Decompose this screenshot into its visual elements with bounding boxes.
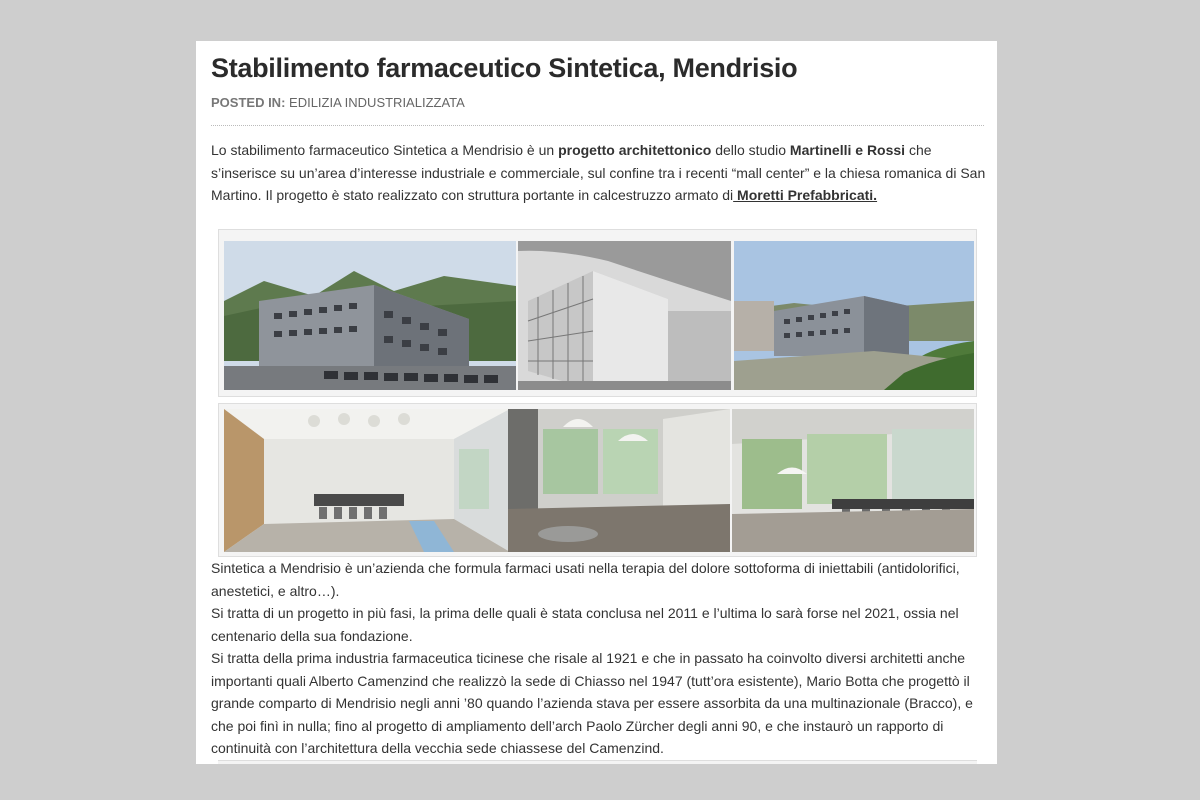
- next-gallery-edge: [218, 760, 977, 764]
- interior-gallery: [218, 403, 977, 557]
- category-link[interactable]: EDILIZIA INDUSTRIALIZZATA: [289, 95, 465, 110]
- intro-text-1: Lo stabilimento farmaceutico Sintetica a Mendrisio è un: [211, 142, 559, 158]
- body-text: [211, 557, 986, 760]
- moretti-link[interactable]: Moretti Prefabbricati.: [733, 187, 878, 203]
- body-paragraph-2: Si tratta di un progetto in più fasi, la prima delle quali è stata conclusa nel 2011 e l’ultima lo sarà forse nel 2021, ossia nel centenario della sua fondazione.: [211, 605, 959, 644]
- interior-photo-2[interactable]: [508, 409, 730, 552]
- posted-in-label: POSTED IN:: [211, 95, 286, 110]
- body-paragraph-1: Sintetica a Mendrisio è un’azienda che formula farmaci usati nella terapia del dolore sottoforma di iniettabili (antidolorifici, anestetici, e altro…).: [211, 560, 960, 599]
- exterior-photo-1[interactable]: [224, 241, 516, 390]
- interior-photo-3[interactable]: [732, 409, 974, 552]
- post-title: Stabilimento farmaceutico Sintetica, Mendrisio: [211, 53, 798, 83]
- intro-bold-1: progetto architettonico: [558, 142, 712, 158]
- body-paragraph-3: Si tratta della prima industria farmaceutica ticinese che risale al 1921 e che in passato ha coinvolto diversi architetti anche importanti quali Alberto Camenzind che realizzò la sede di Chiasso nel 1947 (tutt’ora esistente), Mario Botta che progettò il grande comparto di Mendrisio negli anni ’80 quando l’azienda stava per essere assorbita da una multinazionale (Bracco), e che poi finì in nulla; fino al progetto di ampliamento dell’arch Paolo Zürcher degli anni 90, e che instaurò un rapporto di continuità con l’architettura della vecchia sede chiassese del Camenzind.: [211, 650, 973, 756]
- post-meta: [211, 95, 465, 110]
- exterior-photo-2[interactable]: [518, 241, 731, 390]
- intro-text-3: che s’inserisce su un’area d’interesse industriale e commerciale, sul confine tra i recenti “mall center” e la chiesa romanica di San Martino. Il progetto è stato realizzato con struttura portante in calcestruzzo armato di: [211, 142, 986, 203]
- exterior-photo-3[interactable]: [734, 241, 974, 390]
- intro-bold-2: Martinelli e Rossi: [789, 142, 906, 158]
- intro-paragraph: [211, 139, 986, 207]
- intro-text-2: dello studio: [711, 142, 790, 158]
- article-page: [196, 41, 997, 764]
- exterior-gallery: [218, 229, 977, 397]
- interior-photo-1[interactable]: [224, 409, 510, 552]
- divider: [211, 125, 984, 126]
